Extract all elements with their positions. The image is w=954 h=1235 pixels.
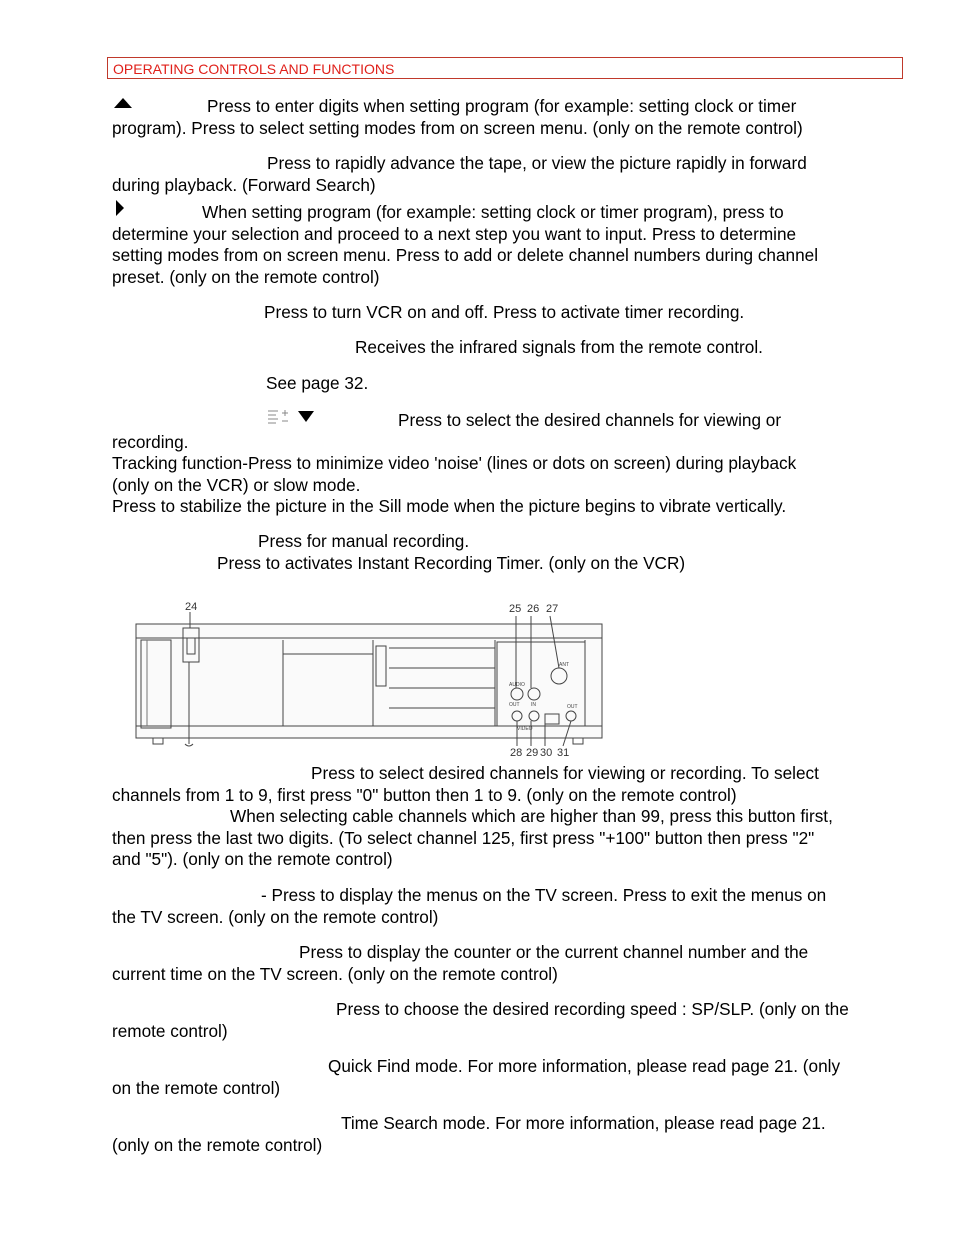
paragraph-forward-search: Press to rapidly advance the tape, or view the picture rapidly in forward during playback. (Forward Search) <box>112 153 807 195</box>
paragraph-quick-find: Quick Find mode. For more information, please read page 21. (only on the remote control) <box>112 1056 841 1098</box>
paragraph-up: Press to enter digits when setting program (for example: setting clock or timer program). Press to select setting modes from on screen menu. (only on the remote control) <box>112 96 803 138</box>
callout-29: 29 <box>526 747 539 758</box>
paragraph-number-buttons: Press to select desired channels for viewing or recording. To select channels from 1 to 9, first press "0" button then 1 to 9. (only on the remote control) When selecting cable channels which are higher than 99, press this button first, then press the last two digits. (To select channel 125, first press "+100" button then press "2" and "5"). (only on the remote control) <box>112 763 833 869</box>
paragraph-page32: See page 32. <box>266 373 369 393</box>
paragraph-record: Press for manual recording. Press to activates Instant Recording Timer. (only on the VCR) <box>217 531 686 573</box>
panel-label-out-2: OUT <box>567 704 578 710</box>
section-title: OPERATING CONTROLS AND FUNCTIONS <box>113 61 395 77</box>
panel-label-ant: ANT <box>559 662 569 668</box>
paragraph-channel: Press to select the desired channels for viewing or recording. Tracking function-Press to minimize video 'noise' (lines or dots on screen) during playback (only on the VCR) or slow mode. Press to stabilize the picture in the Sill mode when the picture begins to vibrate vertically. <box>112 410 797 516</box>
callout-31: 31 <box>557 747 570 758</box>
section-header <box>107 57 903 79</box>
panel-label-video: VIDEO <box>517 726 533 732</box>
paragraph-enter: When setting program (for example: setting clock or timer program), press to determine your selection and proceed to a next step you want to input. Press to determine setting modes from on screen menu. Press to add or delete channel numbers during channel preset. (only on the remote control) <box>112 202 819 287</box>
callout-27: 27 <box>546 603 559 615</box>
callout-30: 30 <box>540 747 553 758</box>
callout-26: 26 <box>527 603 540 615</box>
paragraph-power: Press to turn VCR on and off. Press to activate timer recording. <box>264 302 745 322</box>
paragraph-sensor: Receives the infrared signals from the remote control. <box>355 337 763 357</box>
paragraph-menu: - Press to display the menus on the TV screen. Press to exit the menus on the TV screen. (only on the remote control) <box>112 885 827 927</box>
paragraph-speed: Press to choose the desired recording speed : SP/SLP. (only on the remote control) <box>112 999 849 1041</box>
paragraph-display: Press to display the counter or the current channel number and the current time on the TV screen. (only on the remote control) <box>112 942 809 984</box>
callout-24: 24 <box>185 601 198 613</box>
paragraph-time-search: Time Search mode. For more information, please read page 21. (only on the remote control) <box>112 1113 826 1155</box>
callout-25: 25 <box>509 603 522 615</box>
vcr-diagram <box>133 598 613 758</box>
panel-label-in: IN <box>531 702 536 708</box>
panel-label-audio: AUDIO <box>509 682 525 688</box>
panel-label-out: OUT <box>509 702 520 708</box>
callout-28: 28 <box>510 747 523 758</box>
